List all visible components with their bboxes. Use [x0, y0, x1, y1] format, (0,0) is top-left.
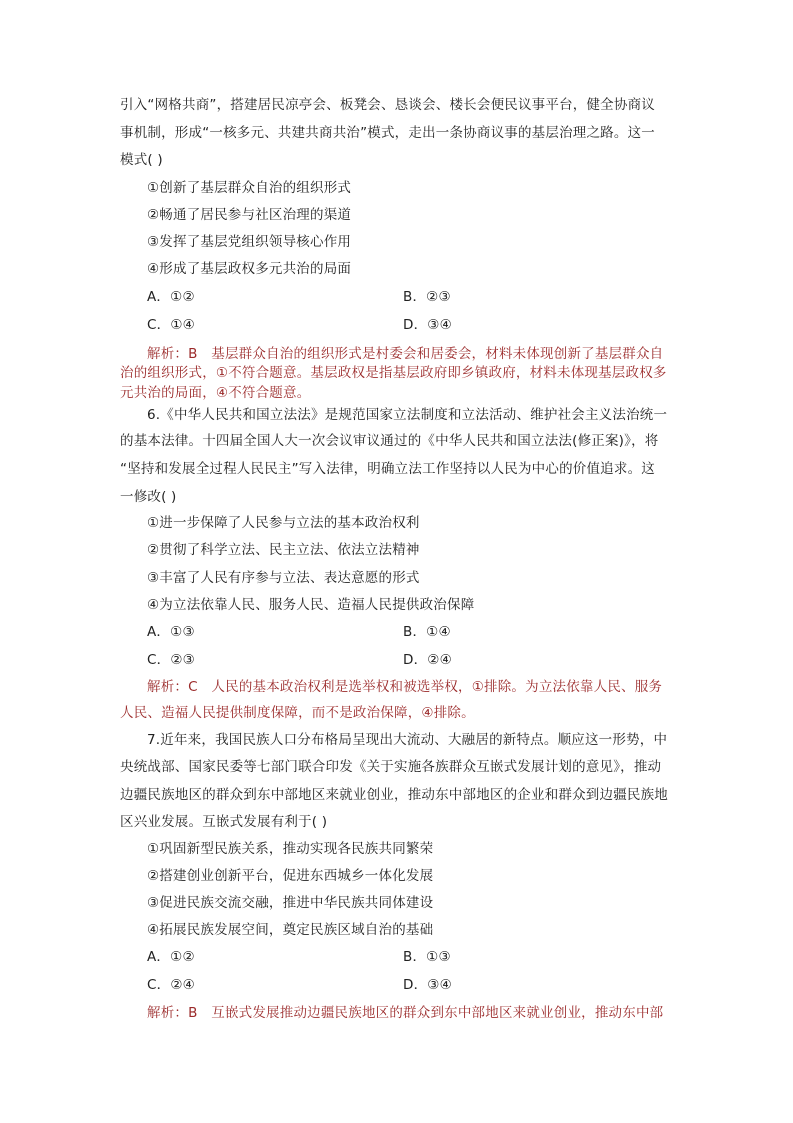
- question-7-stem-line: 区兴业发展。互嵌式发展有利于( ): [120, 814, 328, 830]
- question-6-stem-line: 一修改( ): [120, 489, 177, 505]
- question-5-option: ②畅通了居民参与社区治理的渠道: [147, 207, 352, 223]
- question-5-answer-d: D．③④: [403, 317, 452, 333]
- question-7-option: ④拓展民族发展空间，奠定民族区域自治的基础: [147, 922, 434, 938]
- question-5-stem-line: 模式( ): [120, 152, 163, 168]
- question-7-option: ③促进民族交流交融，推进中华民族共同体建设: [147, 895, 434, 911]
- question-7-answer-d: D．③④: [403, 977, 452, 993]
- question-6-answer-c: C．②③: [147, 652, 195, 668]
- question-5-answer-a: A．①②: [147, 289, 195, 305]
- question-6-stem-line: 6.《中华人民共和国立法法》是规范国家立法制度和立法活动、维护社会主义法治统一: [147, 407, 668, 423]
- question-5-answer-b: B．②③: [403, 289, 451, 305]
- question-6-option: ④为立法依靠人民、服务人民、造福人民提供政治保障: [147, 597, 475, 613]
- question-6-explanation: 解析：C 人民的基本政治权利是选举权和被选举权，①排除。为立法依靠人民、服务: [147, 679, 663, 695]
- question-6-stem-line: 的基本法律。十四届全国人大一次会议审议通过的《中华人民共和国立法法(修正案)》，将: [120, 433, 659, 449]
- question-7-explanation: 解析：B 互嵌式发展推动边疆民族地区的群众到东中部地区来就业创业，推动东中部: [147, 1005, 664, 1021]
- question-6-option: ①进一步保障了人民参与立法的基本政治权利: [147, 515, 420, 531]
- question-5-explanation: 治的组织形式，①不符合题意。基层政权是指基层政府即乡镇政府，材料未体现基层政权多: [120, 365, 667, 381]
- question-5-option: ③发挥了基层党组织领导核心作用: [147, 234, 352, 250]
- question-6-answer-b: B．①④: [403, 624, 451, 640]
- question-5-explanation: 元共治的局面，④不符合题意。: [120, 385, 311, 401]
- question-5-stem-line: 事机制，形成“一核多元、共建共商共治”模式，走出一条协商议事的基层治理之路。这一: [120, 125, 655, 141]
- question-7-stem-line: 央统战部、国家民委等七部门联合印发《关于实施各族群众互嵌式发展计划的意见》，推动: [120, 759, 662, 775]
- question-6-option: ②贯彻了科学立法、民主立法、依法立法精神: [147, 542, 420, 558]
- question-6-answer-d: D．②④: [403, 652, 452, 668]
- question-6-answer-a: A．①③: [147, 624, 195, 640]
- question-6-option: ③丰富了人民有序参与立法、表达意愿的形式: [147, 570, 420, 586]
- question-7-answer-a: A．①②: [147, 949, 195, 965]
- question-7-answer-c: C．②④: [147, 977, 195, 993]
- question-5-explanation: 解析：B 基层群众自治的组织形式是村委会和居委会，材料未体现创新了基层群众自: [147, 346, 664, 362]
- question-5-stem-line: 引入“网格共商”，搭建居民凉亭会、板凳会、恳谈会、楼长会便民议事平台，健全协商议: [120, 97, 655, 113]
- question-5-option: ④形成了基层政权多元共治的局面: [147, 261, 352, 277]
- question-7-stem-line: 7.近年来，我国民族人口分布格局呈现出大流动、大融居的新特点。顺应这一形势，中: [147, 732, 668, 748]
- question-7-option: ①巩固新型民族关系，推动实现各民族共同繁荣: [147, 841, 434, 857]
- question-7-answer-b: B．①③: [403, 949, 451, 965]
- question-5-option: ①创新了基层群众自治的组织形式: [147, 180, 352, 196]
- question-6-explanation: 人民、造福人民提供制度保障，而不是政治保障，④排除。: [120, 705, 475, 721]
- question-6-stem-line: “坚持和发展全过程人民民主”写入法律，明确立法工作坚持以人民为中心的价值追求。这: [120, 461, 655, 477]
- question-7-option: ②搭建创业创新平台，促进东西城乡一体化发展: [147, 868, 434, 884]
- question-5-answer-c: C．①④: [147, 317, 195, 333]
- question-7-stem-line: 边疆民族地区的群众到东中部地区来就业创业，推动东中部地区的企业和群众到边疆民族地: [120, 787, 668, 803]
